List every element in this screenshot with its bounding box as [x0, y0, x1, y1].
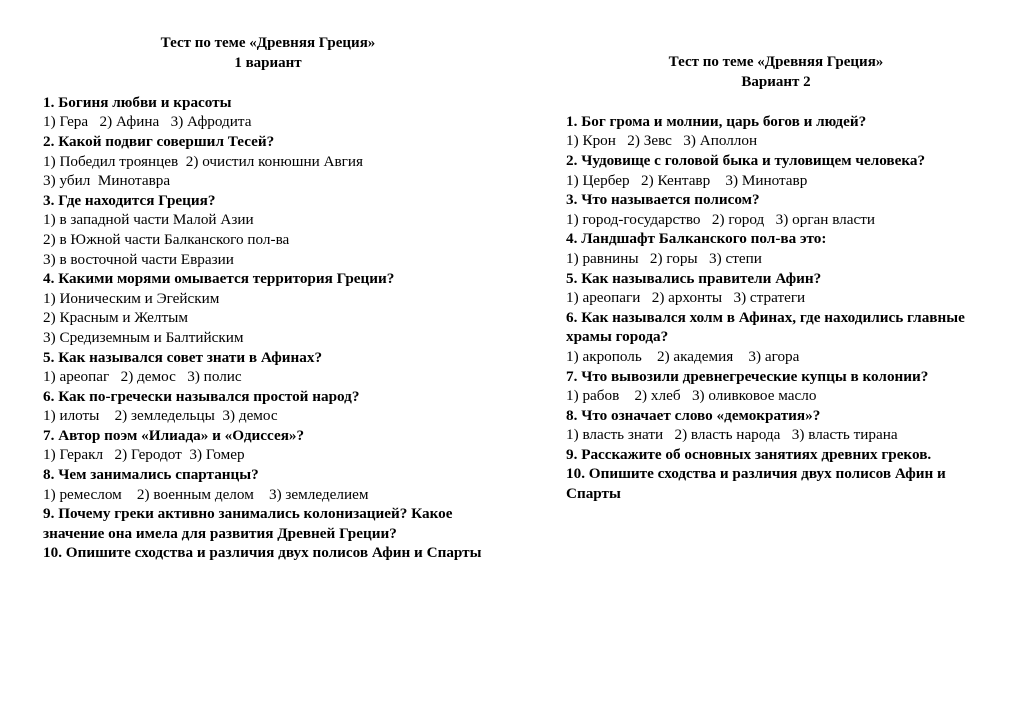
question-5: 5. Как назывались правители Афин?	[566, 269, 822, 287]
answer-option: 1) Ионическим и Эгейским	[43, 289, 220, 307]
question-5: 5. Как назывался совет знати в Афинах?	[43, 348, 323, 366]
title-spacer	[566, 92, 996, 112]
question-7: 7. Автор поэм «Илиада» и «Одиссея»?	[43, 426, 305, 444]
answer-options: 1) Геракл 2) Геродот 3) Гомер	[43, 446, 245, 464]
variant-1-column	[43, 34, 493, 563]
question-6: 6. Как назывался холм в Афинах, где находились главные храмы города?	[566, 308, 965, 346]
answer-options: 1) власть знати 2) власть народа 3) власть тирана	[566, 426, 898, 444]
answer-options: 1) город-государство 2) город 3) орган власти	[566, 210, 876, 228]
question-1: 1. Бог грома и молнии, царь богов и людей?	[566, 112, 867, 130]
question-2: 2. Какой подвиг совершил Тесей?	[43, 132, 275, 150]
question-8: 8. Чем занимались спартанцы?	[43, 466, 259, 484]
variant-2-column	[566, 53, 996, 504]
answer-options: 1) Крон 2) Зевс 3) Аполлон	[566, 132, 758, 150]
question-2: 2. Чудовище с головой быка и туловищем человека?	[566, 151, 926, 169]
variant-2-title: Тест по теме «Древняя Греция»	[668, 54, 884, 70]
answer-option: 3) Средиземным и Балтийским	[43, 328, 244, 346]
answer-options: 1) Победил троянцев 2) очистил конюшни Авгия	[43, 152, 363, 170]
question-7: 7. Что вывозили древнегреческие купцы в колонии?	[566, 367, 929, 385]
question-8: 8. Что означает слово «демократия»?	[566, 406, 821, 424]
answer-options: 1) ареопаги 2) архонты 3) стратеги	[566, 289, 806, 307]
answer-option: 1) в западной части Малой Азии	[43, 211, 254, 229]
question-10: 10. Опишите сходства и различия двух полисов Афин и Спарты	[43, 544, 482, 562]
answer-option: 2) в Южной части Балканского пол-ва	[43, 230, 290, 248]
question-6: 6. Как по-гречески назывался простой народ?	[43, 387, 360, 405]
answer-options: 1) ареопаг 2) демос 3) полис	[43, 368, 242, 386]
answer-options: 1) Гера 2) Афина 3) Афродита	[43, 113, 252, 131]
question-10: 10. Опишите сходства и различия двух полисов Афин и Спарты	[566, 465, 946, 503]
title-spacer	[43, 73, 493, 93]
answer-options: 1) Цербер 2) Кентавр 3) Минотавр	[566, 171, 808, 189]
question-9: 9. Почему греки активно занимались колонизацией? Какое значение она имела для развития Древней Греции?	[43, 505, 453, 542]
question-1: 1. Богиня любви и красоты	[43, 93, 232, 111]
question-3: 3. Что называется полисом?	[566, 191, 760, 209]
variant-1-subtitle: 1 вариант	[234, 54, 302, 71]
question-9: 9. Расскажите об основных занятиях древних греков.	[566, 445, 932, 463]
variant-2-subtitle: Вариант 2	[741, 73, 811, 90]
answer-options: 1) рабов 2) хлеб 3) оливковое масло	[566, 387, 817, 405]
answer-option: 2) Красным и Желтым	[43, 309, 188, 327]
answer-options: 1) ремеслом 2) военным делом 3) земледелием	[43, 485, 369, 503]
variant-1-title: Тест по теме «Древняя Греция»	[160, 35, 376, 51]
answer-option: 3) в восточной части Евразии	[43, 250, 234, 268]
question-4: 4. Ландшафт Балканского пол-ва это:	[566, 230, 827, 248]
question-4: 4. Какими морями омывается территория Греции?	[43, 270, 395, 288]
question-3: 3. Где находится Греция?	[43, 191, 216, 209]
answer-options: 3) убил Минотавра	[43, 172, 171, 190]
answer-options: 1) равнины 2) горы 3) степи	[566, 249, 762, 267]
answer-options: 1) илоты 2) земледельцы 3) демос	[43, 407, 278, 425]
answer-options: 1) акрополь 2) академия 3) агора	[566, 347, 800, 365]
